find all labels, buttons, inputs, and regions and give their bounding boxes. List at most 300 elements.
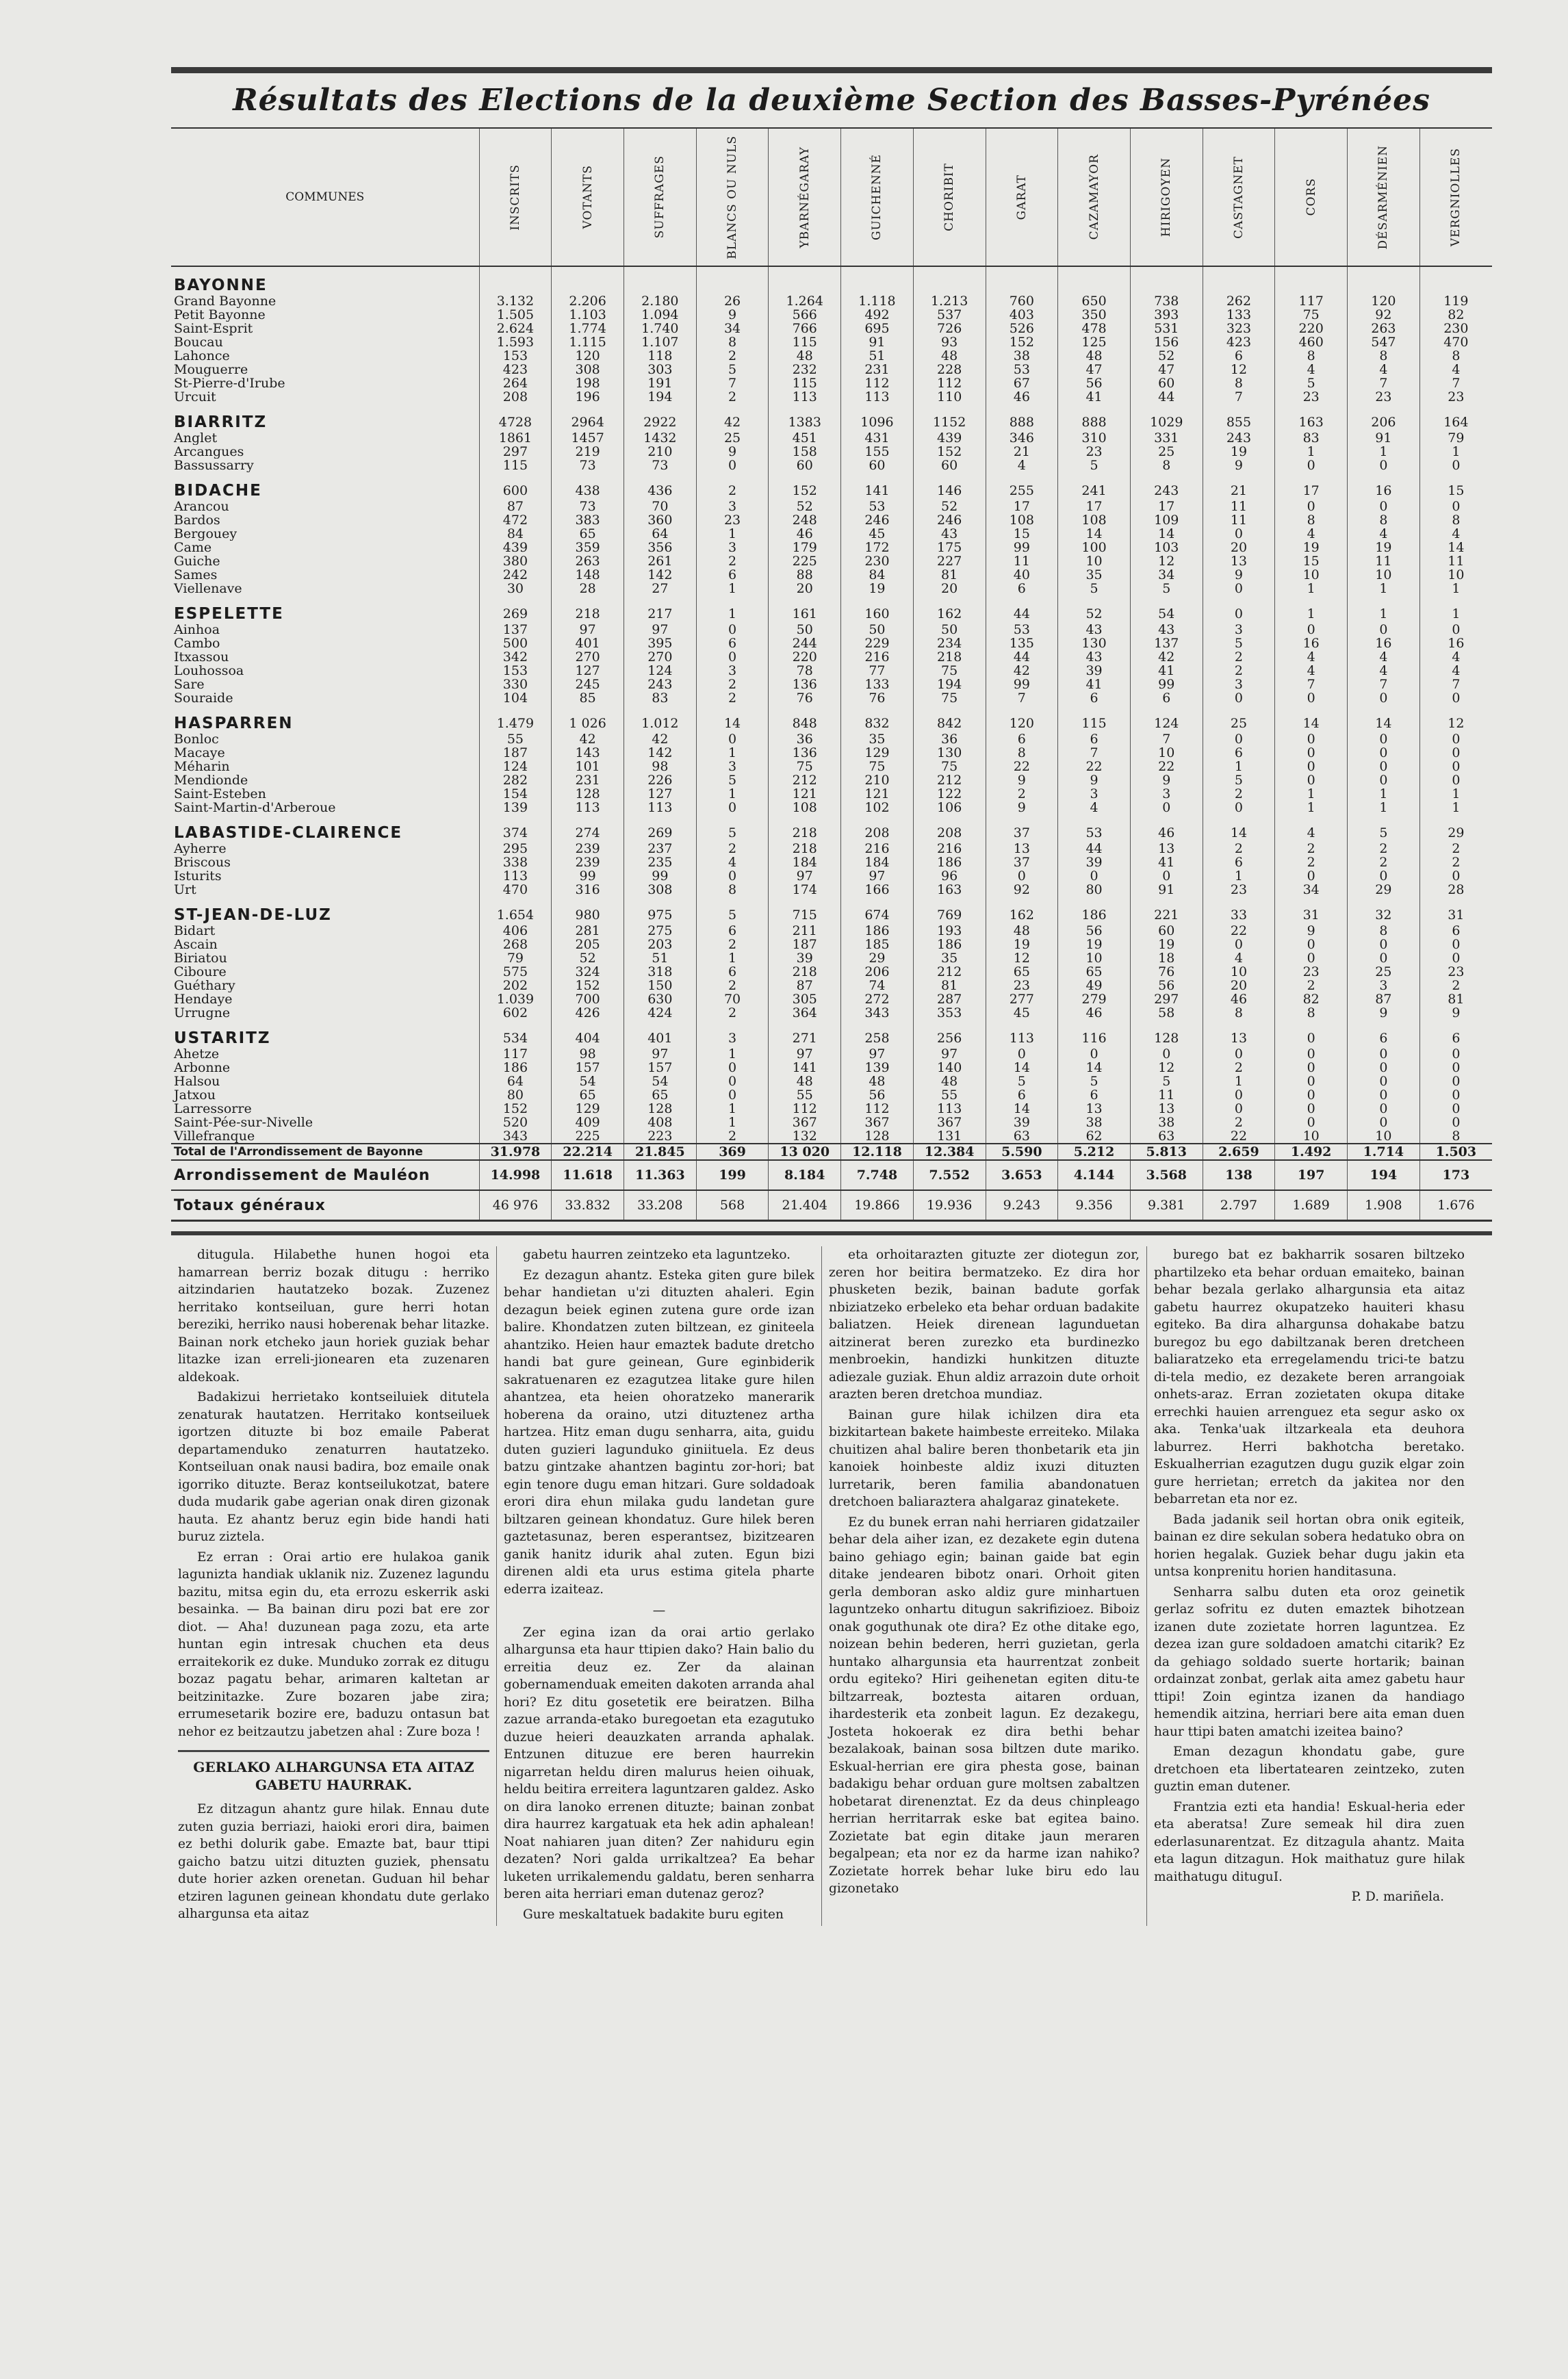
commune-row [171, 773, 1492, 787]
result-cell: 0 [1419, 1102, 1492, 1116]
result-cell [1275, 266, 1348, 294]
result-cell: 5.212 [1058, 1144, 1131, 1160]
result-cell: 23 [1275, 965, 1348, 979]
result-cell: 42 [986, 664, 1058, 678]
column-header [986, 128, 1058, 266]
commune-name: Macaye [174, 746, 225, 760]
commune-name: Bonloc [174, 732, 219, 746]
result-cell: 234 [913, 636, 986, 650]
result-cell: 0 [1275, 773, 1348, 787]
result-cell: 92 [1348, 308, 1420, 322]
result-cell: 0 [1275, 1061, 1348, 1075]
result-cell: 246 [913, 513, 986, 527]
result-cell: 2 [696, 691, 769, 705]
result-cell: 12.118 [841, 1144, 914, 1160]
commune-row [171, 678, 1492, 691]
result-cell: 408 [624, 1116, 696, 1129]
result-cell: 356 [624, 541, 696, 554]
result-cell: 21.404 [769, 1190, 841, 1221]
result-cell: 6 [696, 568, 769, 582]
result-cell: 48 [841, 1075, 914, 1088]
result-cell: 0 [1203, 801, 1275, 814]
result-cell: 33.208 [624, 1190, 696, 1221]
result-cell: 208 [479, 390, 552, 404]
result-cell: 10 [1348, 568, 1420, 582]
commune-name: Saint-Pée-sur-Nivelle [174, 1116, 313, 1129]
column-header [913, 128, 986, 266]
result-cell: 9 [1130, 773, 1203, 787]
result-cell: 8 [696, 335, 769, 349]
result-cell: 0 [1275, 1116, 1348, 1129]
result-cell: 52 [769, 500, 841, 513]
result-cell: 129 [552, 1102, 624, 1116]
result-cell: 1 [1275, 595, 1348, 623]
result-cell: 248 [769, 513, 841, 527]
commune-row [171, 746, 1492, 760]
result-cell: 99 [624, 869, 696, 883]
result-cell: 132 [769, 1129, 841, 1144]
result-cell: 125 [1058, 335, 1131, 349]
result-cell: 16 [1275, 636, 1348, 650]
result-cell: 4 [1348, 527, 1420, 541]
result-cell: 202 [479, 979, 552, 992]
result-cell: 97 [552, 623, 624, 636]
result-cell: 162 [913, 595, 986, 623]
result-cell: 13 [1130, 842, 1203, 856]
commune-row [171, 527, 1492, 541]
result-cell: 52 [1058, 595, 1131, 623]
result-cell: 226 [624, 773, 696, 787]
result-cell: 104 [479, 691, 552, 705]
result-cell: 6 [1130, 691, 1203, 705]
commune-name: Saint-Martin-d'Arberoue [174, 801, 336, 814]
commune-name: Urcuit [174, 390, 216, 404]
result-cell: 6 [1419, 1020, 1492, 1047]
result-cell: 13 [1203, 554, 1275, 568]
result-cell: 76 [769, 691, 841, 705]
commune-name: Itxassou [174, 650, 229, 664]
commune-name: LABASTIDE-CLAIRENCE [174, 824, 403, 842]
result-cell: 8 [1419, 1129, 1492, 1144]
result-cell: 120 [552, 349, 624, 363]
result-cell: 15 [1275, 554, 1348, 568]
commune-row [171, 1047, 1492, 1061]
result-cell: 113 [624, 801, 696, 814]
result-cell: 25 [1130, 445, 1203, 459]
result-cell: 77 [841, 664, 914, 678]
commune-name: Arcangues [174, 445, 244, 459]
commune-name: Grand Bayonne [174, 294, 277, 308]
result-cell: 120 [986, 705, 1058, 732]
result-cell: 42 [552, 732, 624, 746]
result-cell: 112 [913, 376, 986, 390]
result-cell: 34 [696, 322, 769, 335]
result-cell: 128 [624, 1102, 696, 1116]
result-cell: 270 [552, 650, 624, 664]
result-cell: 99 [986, 678, 1058, 691]
result-cell: 45 [841, 527, 914, 541]
result-cell: 230 [841, 554, 914, 568]
result-cell: 0 [1275, 691, 1348, 705]
result-cell: 500 [479, 636, 552, 650]
result-cell: 2 [696, 390, 769, 404]
result-cell: 0 [1348, 1061, 1420, 1075]
result-cell: 223 [624, 1129, 696, 1144]
column-header-label: DÉSARMÉNIEN [1376, 144, 1391, 250]
column-header-label: SUFFRAGES [653, 155, 667, 239]
result-cell: 117 [1275, 294, 1348, 308]
result-cell: 212 [769, 773, 841, 787]
result-cell: 45 [986, 1006, 1058, 1020]
commune-row [171, 883, 1492, 897]
result-cell: 54 [1130, 595, 1203, 623]
result-cell: 205 [552, 938, 624, 951]
result-cell: 130 [913, 746, 986, 760]
result-cell: 6 [696, 924, 769, 938]
result-cell: 22 [986, 760, 1058, 773]
result-cell: 11.618 [552, 1160, 624, 1190]
result-cell: 760 [986, 294, 1058, 308]
result-cell: 93 [913, 335, 986, 349]
result-cell: 162 [986, 897, 1058, 924]
result-cell: 282 [479, 773, 552, 787]
result-cell: 295 [479, 842, 552, 856]
result-cell: 13 [986, 842, 1058, 856]
result-cell: 431 [841, 431, 914, 445]
result-cell: 5 [986, 1075, 1058, 1088]
result-cell: 0 [1275, 951, 1348, 965]
result-cell: 12 [1130, 1061, 1203, 1075]
column-header-label: VOTANTS [580, 165, 595, 229]
results-table-header [171, 128, 1492, 266]
result-cell: 5 [1275, 376, 1348, 390]
result-cell: 128 [841, 1129, 914, 1144]
result-cell: 242 [479, 568, 552, 582]
result-cell: 4 [1348, 650, 1420, 664]
result-cell: 2.180 [624, 294, 696, 308]
commune-name: Petit Bayonne [174, 308, 266, 322]
result-cell: 166 [841, 883, 914, 897]
result-cell: 128 [1130, 1020, 1203, 1047]
result-cell: 65 [1058, 965, 1131, 979]
result-cell: 4 [1419, 527, 1492, 541]
result-cell: 17 [1058, 500, 1131, 513]
result-cell: 97 [624, 1047, 696, 1061]
result-cell: 79 [1419, 431, 1492, 445]
result-cell: 174 [769, 883, 841, 897]
result-cell [1419, 266, 1492, 294]
result-cell: 25 [1348, 965, 1420, 979]
result-cell: 0 [1419, 773, 1492, 787]
result-cell: 14 [1130, 527, 1203, 541]
result-cell [769, 266, 841, 294]
result-cell: 1.213 [913, 294, 986, 308]
result-cell: 531 [1130, 322, 1203, 335]
result-cell: 138 [1203, 1160, 1275, 1190]
result-cell: 367 [841, 1116, 914, 1129]
result-cell: 65 [552, 527, 624, 541]
result-cell: 1 [1275, 801, 1348, 814]
article-paragraph: gabetu haurren zeintzeko eta laguntzeko. [523, 1248, 791, 1262]
result-cell: 173 [1419, 1160, 1492, 1190]
result-cell: 5 [1348, 814, 1420, 842]
commune-name: Larressorre [174, 1102, 252, 1116]
result-cell: 0 [696, 1061, 769, 1075]
result-cell: 11.363 [624, 1160, 696, 1190]
result-cell: 131 [913, 1129, 986, 1144]
result-cell: 1 [1419, 445, 1492, 459]
result-cell: 46 [1130, 814, 1203, 842]
result-cell: 179 [769, 541, 841, 554]
result-cell: 106 [913, 801, 986, 814]
column-header [1348, 128, 1420, 266]
result-cell: 403 [986, 308, 1058, 322]
result-cell: 1 [696, 951, 769, 965]
result-cell: 3 [696, 500, 769, 513]
result-cell: 303 [624, 363, 696, 376]
result-cell: 97 [769, 869, 841, 883]
result-cell: 121 [841, 787, 914, 801]
result-cell: 11 [1203, 500, 1275, 513]
result-cell: 9.381 [1130, 1190, 1203, 1221]
result-cell: 108 [986, 513, 1058, 527]
result-cell: 404 [552, 1020, 624, 1047]
result-cell: 2 [1203, 1061, 1275, 1075]
result-cell: 3 [696, 760, 769, 773]
result-cell: 330 [479, 678, 552, 691]
result-cell: 152 [913, 445, 986, 459]
result-cell: 50 [841, 623, 914, 636]
commune-row [171, 965, 1492, 979]
result-cell: 1096 [841, 404, 914, 431]
commune-name: Villefranque [174, 1129, 255, 1144]
result-cell: 23 [1275, 390, 1348, 404]
result-cell: 194 [1348, 1160, 1420, 1190]
result-cell: 1.908 [1348, 1190, 1420, 1221]
result-cell: 0 [1348, 760, 1420, 773]
result-cell: 56 [1058, 376, 1131, 390]
result-cell: 19 [1203, 445, 1275, 459]
commune-row [171, 431, 1492, 445]
result-cell: 113 [841, 390, 914, 404]
result-cell: 216 [841, 650, 914, 664]
result-cell: 271 [769, 1020, 841, 1047]
commune-name: Urt [174, 883, 196, 897]
result-cell: 65 [986, 965, 1058, 979]
column-header [1419, 128, 1492, 266]
result-cell: 842 [913, 705, 986, 732]
result-cell: 221 [1130, 897, 1203, 924]
commune-name: Guéthary [174, 979, 235, 992]
result-cell: 175 [913, 541, 986, 554]
result-cell: 8 [1419, 513, 1492, 527]
result-cell: 1 [1275, 582, 1348, 595]
result-cell: 21 [986, 445, 1058, 459]
result-cell: 0 [1348, 869, 1420, 883]
result-cell: 316 [552, 883, 624, 897]
result-cell: 0 [696, 623, 769, 636]
column-header [1130, 128, 1203, 266]
result-cell: 726 [913, 322, 986, 335]
commune-name: Urrugne [174, 1006, 231, 1020]
result-cell: 526 [986, 322, 1058, 335]
column-header [552, 128, 624, 266]
result-cell: 11 [1348, 554, 1420, 568]
result-cell: 43 [1058, 623, 1131, 636]
result-cell: 16 [1348, 636, 1420, 650]
result-cell: 197 [1275, 1160, 1348, 1190]
result-cell: 212 [913, 773, 986, 787]
result-cell: 6 [1203, 349, 1275, 363]
result-cell: 0 [696, 732, 769, 746]
result-cell: 9.356 [1058, 1190, 1131, 1221]
result-cell: 115 [769, 335, 841, 349]
result-cell: 75 [913, 664, 986, 678]
result-cell: 73 [552, 459, 624, 472]
result-cell: 153 [479, 349, 552, 363]
result-cell: 7 [696, 376, 769, 390]
result-cell: 8 [1275, 1006, 1348, 1020]
result-cell: 115 [769, 376, 841, 390]
result-cell: 4728 [479, 404, 552, 431]
column-header-label: GARAT [1014, 174, 1029, 220]
result-cell: 225 [769, 554, 841, 568]
result-cell: 0 [1419, 746, 1492, 760]
result-cell [841, 266, 914, 294]
commune-name: Saint-Esteben [174, 787, 266, 801]
result-cell: 87 [479, 500, 552, 513]
result-cell: 6 [1058, 1088, 1131, 1102]
result-cell: 401 [552, 636, 624, 650]
result-cell: 193 [913, 924, 986, 938]
result-cell: 674 [841, 897, 914, 924]
article-paragraph: eta orhoitarazten gituzte zer diotegun zor, zeren hor beitira bermatzeko. Ez dira hor phusketen bezik, bainan badute gorfak nbiziatzeko erbeleko eta behar orduan badakite baliatzen. Heiek direnean lagunduetan aitzinerat beren zurezko eta burdinezko menbroekin, handizki hunkitzen dituzte adiezale guziak. Ehun aldiz arrazoin dute orhoit arazten beren dretchoa mundiaz. [829, 1248, 1140, 1402]
result-cell: 46 [986, 390, 1058, 404]
result-cell: 82 [1419, 308, 1492, 322]
result-cell: 113 [913, 1102, 986, 1116]
result-cell: 133 [1203, 308, 1275, 322]
result-cell: 0 [986, 1047, 1058, 1061]
result-cell: 92 [986, 883, 1058, 897]
result-cell: 700 [552, 992, 624, 1006]
result-cell: 0 [1275, 459, 1348, 472]
commune-name: Ainhoa [174, 623, 220, 636]
commune-name: Mendionde [174, 773, 248, 787]
result-cell: 279 [1058, 992, 1131, 1006]
result-cell: 191 [624, 376, 696, 390]
commune-name: HASPARREN [174, 715, 294, 732]
result-cell: 83 [1275, 431, 1348, 445]
result-cell: 52 [913, 500, 986, 513]
result-cell: 208 [913, 814, 986, 842]
result-cell: 310 [1058, 431, 1131, 445]
result-cell: 0 [1348, 1116, 1420, 1129]
result-cell: 29 [1419, 814, 1492, 842]
result-cell: 235 [624, 856, 696, 869]
result-cell: 1 [1419, 595, 1492, 623]
result-cell: 0 [1348, 500, 1420, 513]
commune-row [171, 992, 1492, 1006]
result-cell: 281 [552, 924, 624, 938]
result-cell: 0 [1203, 938, 1275, 951]
result-cell: 130 [1058, 636, 1131, 650]
result-cell: 1.654 [479, 897, 552, 924]
result-cell: 34 [1275, 883, 1348, 897]
result-cell: 14 [986, 1061, 1058, 1075]
result-cell: 2 [1275, 856, 1348, 869]
result-cell: 38 [986, 349, 1058, 363]
result-cell: 1 026 [552, 705, 624, 732]
result-cell: 2 [696, 554, 769, 568]
result-cell: 0 [1275, 746, 1348, 760]
result-cell: 367 [769, 1116, 841, 1129]
result-cell: 129 [841, 746, 914, 760]
result-cell: 136 [769, 746, 841, 760]
column-header-label: VERGNIOLLES [1449, 147, 1463, 247]
result-cell: 75 [841, 760, 914, 773]
result-cell: 108 [1058, 513, 1131, 527]
result-cell: 1.103 [552, 308, 624, 322]
result-cell: 0 [1348, 1088, 1420, 1102]
article-paragraph: Frantzia ezti eta handia! Eskual-heria eder eta aberatsa! Zure semeak hil dira zuen ederlasunarentzat. Ez ditzagula ahantz. Maita eta lagun ditzagun. Hok maithatuz gure hilak maithatugu dituguI. [1154, 1799, 1465, 1884]
result-cell: 73 [624, 459, 696, 472]
result-cell: 426 [552, 1006, 624, 1020]
result-cell: 359 [552, 541, 624, 554]
result-cell: 343 [841, 1006, 914, 1020]
result-cell: 23 [1203, 883, 1275, 897]
column-header-communes: COMMUNES [171, 128, 479, 266]
result-cell: 3.653 [986, 1160, 1058, 1190]
result-cell: 2 [696, 678, 769, 691]
result-cell: 28 [1419, 883, 1492, 897]
commune-row [171, 636, 1492, 650]
result-cell: 218 [769, 814, 841, 842]
result-cell: 194 [913, 678, 986, 691]
result-cell: 0 [1275, 869, 1348, 883]
result-cell: 14 [1348, 705, 1420, 732]
result-cell: 46 [1203, 992, 1275, 1006]
result-cell: 0 [1275, 732, 1348, 746]
result-cell: 2 [986, 787, 1058, 801]
result-cell: 112 [841, 1102, 914, 1116]
result-cell: 848 [769, 705, 841, 732]
result-cell: 0 [1419, 691, 1492, 705]
result-cell: 60 [1130, 376, 1203, 390]
result-cell: 600 [479, 472, 552, 500]
result-cell: 157 [624, 1061, 696, 1075]
result-cell: 1.492 [1275, 1144, 1348, 1160]
column-header [1275, 128, 1348, 266]
result-cell: 44 [1130, 390, 1203, 404]
commune-name: Méharin [174, 760, 230, 773]
result-cell: 7 [1058, 746, 1131, 760]
result-cell: 23 [986, 979, 1058, 992]
result-cell: 6 [986, 1088, 1058, 1102]
result-cell: 47 [1058, 363, 1131, 376]
result-cell: 0 [1419, 500, 1492, 513]
commune-name: Sare [174, 678, 205, 691]
result-cell: 51 [841, 349, 914, 363]
result-cell: 41 [1058, 390, 1131, 404]
canton-row [171, 595, 1492, 623]
result-cell: 16 [1419, 636, 1492, 650]
result-cell: 1.740 [624, 322, 696, 335]
result-cell: 34 [1130, 568, 1203, 582]
commune-name: St-Pierre-d'Irube [174, 376, 285, 390]
result-cell: 0 [1419, 732, 1492, 746]
result-cell: 46 [769, 527, 841, 541]
result-cell: 19.866 [841, 1190, 914, 1221]
